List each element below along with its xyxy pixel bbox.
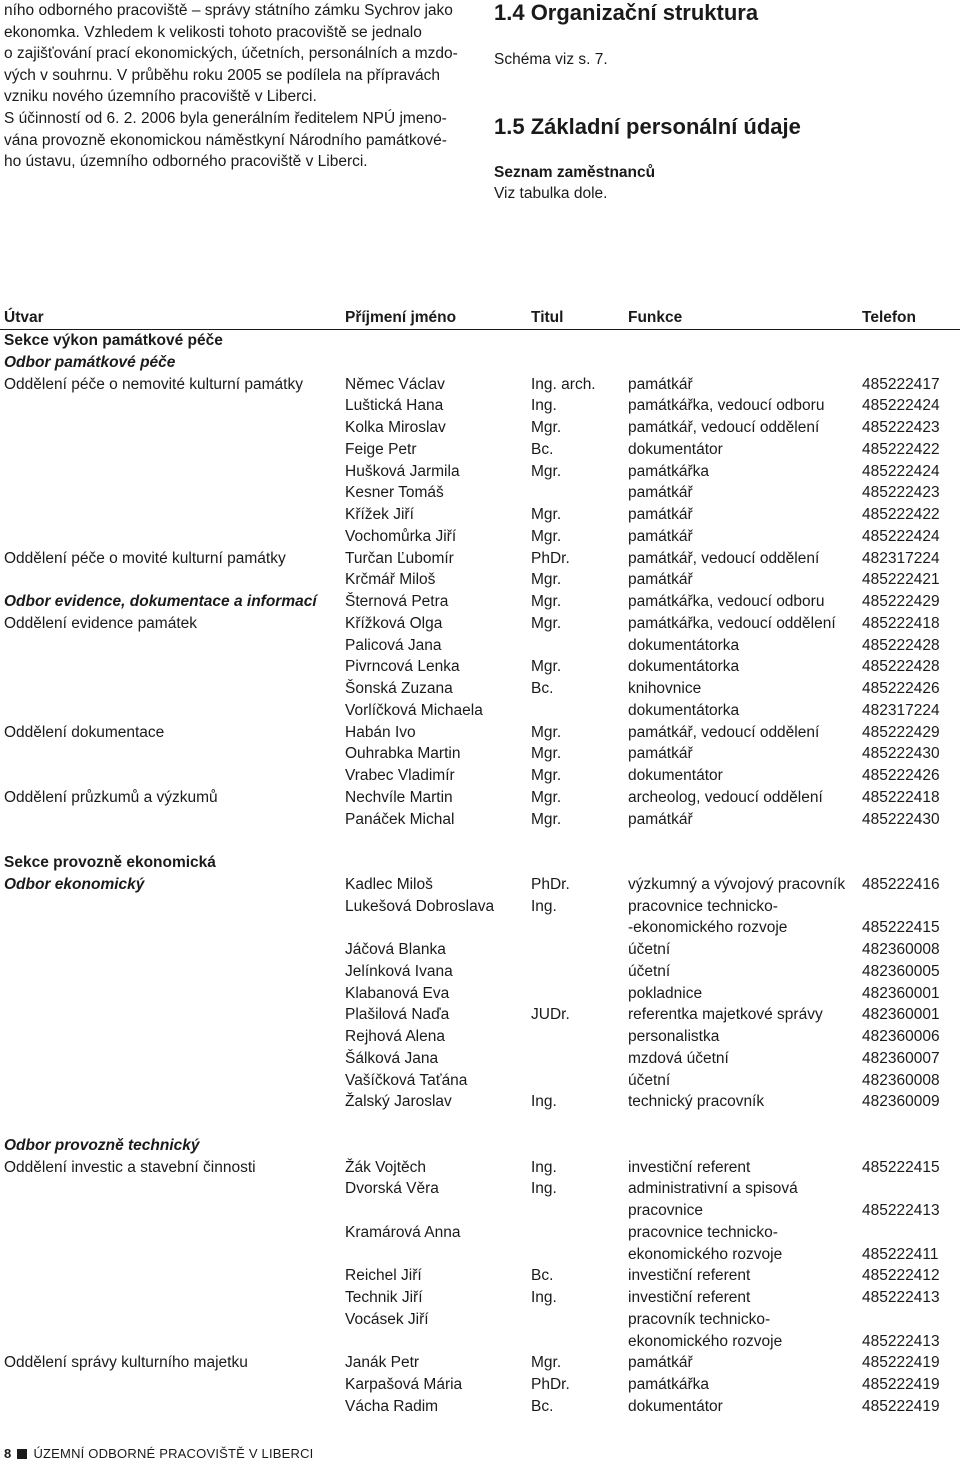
unit-cell: Oddělení správy kulturního majetku: [4, 1354, 248, 1372]
function-cell: ekonomického rozvoje: [628, 1332, 783, 1350]
function-cell: pracovnice technicko-: [628, 897, 778, 915]
table-row: [0, 1244, 960, 1266]
name-cell: Jelínková Ivana: [345, 962, 453, 980]
function-cell: pokladnice: [628, 984, 703, 1002]
function-cell: investiční referent: [628, 1267, 751, 1285]
name-cell: Křížková Olga: [345, 614, 443, 632]
function-cell: památkář: [628, 375, 693, 393]
phone-cell: 485222413: [862, 1332, 940, 1350]
function-cell: personalistka: [628, 1028, 720, 1045]
name-cell: Dvorská Věra: [345, 1180, 439, 1198]
name-cell: Vocásek Jiří: [345, 1310, 429, 1328]
table-row: [0, 983, 960, 1005]
title-cell: Bc.: [531, 440, 554, 458]
table-row: [0, 461, 960, 483]
unit-cell: Oddělení investic a stavební činnosti: [4, 1158, 256, 1176]
table-row: [0, 896, 960, 918]
table-row: [0, 591, 960, 613]
title-cell: Bc.: [531, 1397, 554, 1415]
table-row: [0, 395, 960, 417]
intro-paragraph: [4, 0, 474, 173]
phone-cell: 485222424: [862, 527, 940, 545]
phone-cell: 485222418: [862, 614, 940, 632]
title-cell: PhDr.: [531, 549, 570, 567]
function-cell: knihovnice: [628, 680, 702, 697]
phone-cell: 485222415: [862, 1158, 940, 1176]
section-heading-1-4: 1.4 Organizační struktura: [494, 0, 759, 25]
footer-text: ÚZEMNÍ ODBORNÉ PRACOVIŠTĚ V LIBERCI: [33, 1446, 314, 1461]
table-row: [0, 330, 960, 352]
name-cell: Klabanová Eva: [345, 984, 450, 1002]
title-cell: Ing.: [531, 1093, 557, 1111]
intro-line: ho ústavu, územního odborného pracoviště v Liberci.: [4, 153, 368, 171]
name-cell: Hušková Jarmila: [345, 462, 460, 480]
table-row: [0, 482, 960, 504]
table-row: [0, 1265, 960, 1287]
name-cell: Habán Ivo: [345, 723, 416, 741]
function-cell: výzkumný a vývojový pracovník: [628, 875, 846, 893]
table-body: [0, 330, 960, 1418]
unit-cell: Sekce provozně ekonomická: [4, 854, 216, 871]
function-cell: -ekonomického rozvoje: [628, 919, 788, 937]
name-cell: Němec Václav: [345, 375, 445, 393]
phone-cell: 485222424: [862, 462, 940, 480]
table-row: [0, 1222, 960, 1244]
unit-cell: Oddělení péče o nemovité kulturní památky: [4, 375, 303, 393]
name-cell: Šternová Petra: [345, 593, 449, 610]
title-cell: Mgr.: [531, 506, 562, 523]
phone-cell: 485222418: [862, 788, 940, 806]
phone-cell: 482360007: [862, 1049, 940, 1067]
function-cell: památkář, vedoucí oddělení: [628, 723, 820, 741]
unit-cell: Oddělení průzkumů a výzkumů: [4, 788, 218, 806]
table-row: [0, 1374, 960, 1396]
name-cell: Panáček Michal: [345, 810, 455, 828]
table-row: [0, 526, 960, 548]
table-row: [0, 504, 960, 526]
title-cell: Mgr.: [531, 593, 562, 610]
name-cell: Ouhrabka Martin: [345, 745, 461, 763]
table-row: [0, 1178, 960, 1200]
phone-cell: 485222412: [862, 1267, 940, 1285]
table-row: [0, 1157, 960, 1179]
name-cell: Vašíčková Taťána: [345, 1071, 468, 1089]
function-cell: dokumentátor: [628, 440, 723, 458]
table-row: [0, 1048, 960, 1070]
intro-line: vých v souhrnu. V průběhu roku 2005 se podílela na přípravách: [4, 66, 440, 84]
function-cell: památkář: [628, 810, 693, 828]
unit-cell: Odbor ekonomický: [4, 875, 145, 893]
table-header: [0, 307, 960, 330]
section-heading-1-5: 1.5 Základní personální údaje: [494, 114, 801, 139]
function-cell: dokumentátorka: [628, 701, 740, 719]
phone-cell: 485222423: [862, 484, 940, 502]
table-row: [0, 678, 960, 700]
table-row: [0, 656, 960, 678]
name-cell: Lukešová Dobroslava: [345, 897, 495, 915]
function-cell: dokumentátorka: [628, 658, 740, 676]
title-cell: Mgr.: [531, 723, 562, 741]
title-cell: Ing.: [531, 1158, 557, 1176]
name-cell: Šonská Zuzana: [345, 680, 453, 697]
title-cell: Mgr.: [531, 614, 562, 632]
intro-line: vána provozně ekonomickou náměstkyní Národního památkové-: [4, 131, 447, 149]
name-cell: Luštická Hana: [345, 397, 444, 415]
phone-cell: 482360001: [862, 984, 940, 1002]
title-cell: Mgr.: [531, 571, 562, 589]
table-row: [0, 874, 960, 896]
table-row: [0, 374, 960, 396]
phone-cell: 485222428: [862, 636, 940, 654]
table-row: [0, 917, 960, 939]
name-cell: Kesner Tomáš: [345, 484, 444, 502]
phone-cell: 485222422: [862, 506, 940, 523]
name-cell: Turčan Ľubomír: [345, 549, 454, 567]
phone-cell: 482360008: [862, 941, 940, 958]
title-cell: Mgr.: [531, 788, 562, 806]
name-cell: Janák Petr: [345, 1354, 420, 1372]
title-cell: Mgr.: [531, 767, 562, 784]
table-row: [0, 1331, 960, 1353]
phone-cell: 485222430: [862, 745, 940, 763]
section-1-5-text: Viz tabulka dole.: [494, 185, 608, 202]
function-cell: památkářka, vedoucí odboru: [628, 397, 825, 415]
table-row: [0, 809, 960, 831]
title-cell: Mgr.: [531, 658, 562, 676]
square-icon: [17, 1449, 27, 1459]
table-row: [0, 939, 960, 961]
section-1-4-text: Schéma viz s. 7.: [494, 51, 608, 68]
function-cell: památkář: [628, 571, 693, 589]
table-row: [0, 1200, 960, 1222]
name-cell: Vrabec Vladimír: [345, 767, 455, 784]
phone-cell: 485222413: [862, 1289, 940, 1306]
title-cell: JUDr.: [531, 1006, 570, 1024]
function-cell: investiční referent: [628, 1289, 751, 1306]
function-cell: památkář: [628, 506, 693, 523]
function-cell: dokumentátorka: [628, 636, 740, 654]
unit-cell: Odbor evidence, dokumentace a informací: [4, 593, 317, 610]
phone-cell: 485222423: [862, 419, 940, 436]
table-row: [0, 1352, 960, 1374]
title-cell: Ing.: [531, 1289, 557, 1306]
function-cell: ekonomického rozvoje: [628, 1245, 783, 1263]
function-cell: památkářka: [628, 462, 709, 480]
employee-table: [0, 307, 960, 1418]
title-cell: Bc.: [531, 1267, 554, 1285]
phone-cell: 485222419: [862, 1354, 940, 1372]
function-cell: účetní: [628, 941, 671, 958]
function-cell: dokumentátor: [628, 1397, 723, 1415]
name-cell: Kolka Miroslav: [345, 419, 446, 436]
name-cell: Pivrncová Lenka: [345, 658, 460, 676]
phone-cell: 482360008: [862, 1071, 940, 1089]
function-cell: mzdová účetní: [628, 1049, 729, 1067]
name-cell: Kadlec Miloš: [345, 875, 433, 893]
name-cell: Krčmář Miloš: [345, 571, 436, 589]
table-row: [0, 569, 960, 591]
function-cell: administrativní a spisová: [628, 1180, 798, 1198]
phone-cell: 482360009: [862, 1093, 940, 1111]
table-row: [0, 1309, 960, 1331]
name-cell: Nechvíle Martin: [345, 788, 453, 806]
phone-cell: 482360006: [862, 1028, 940, 1045]
phone-cell: 485222419: [862, 1397, 940, 1415]
function-cell: památkářka, vedoucí odboru: [628, 593, 825, 610]
unit-cell: Odbor památkové péče: [4, 353, 176, 371]
table-row: [0, 1113, 960, 1135]
name-cell: Technik Jiří: [345, 1289, 423, 1306]
function-cell: investiční referent: [628, 1158, 751, 1176]
table-row: [0, 1287, 960, 1309]
table-row: [0, 352, 960, 374]
table-row: [0, 635, 960, 657]
name-cell: Plašilová Naďa: [345, 1006, 450, 1024]
name-cell: Vorlíčková Michaela: [345, 701, 483, 719]
title-cell: Ing.: [531, 897, 557, 915]
table-row: [0, 722, 960, 744]
title-cell: PhDr.: [531, 1376, 570, 1393]
table-row: [0, 700, 960, 722]
phone-cell: 485222421: [862, 571, 940, 589]
intro-line: ekonomka. Vzhledem k velikosti tohoto pracoviště se jednalo: [4, 23, 422, 41]
title-cell: Mgr.: [531, 419, 562, 436]
title-cell: PhDr.: [531, 875, 570, 893]
phone-cell: 485222430: [862, 810, 940, 828]
phone-cell: 485222429: [862, 723, 940, 741]
function-cell: technický pracovník: [628, 1093, 765, 1111]
table-row: [0, 1396, 960, 1418]
function-cell: referentka majetkové správy: [628, 1006, 823, 1024]
phone-cell: 485222426: [862, 767, 940, 784]
table-row: [0, 1135, 960, 1157]
function-cell: dokumentátor: [628, 767, 723, 784]
table-row: [0, 961, 960, 983]
table-row: [0, 1004, 960, 1026]
title-cell: Mgr.: [531, 462, 562, 480]
intro-line: S účinností od 6. 2. 2006 byla generálním ředitelem NPÚ jmeno-: [4, 109, 447, 127]
title-cell: Bc.: [531, 680, 554, 697]
phone-cell: 485222429: [862, 593, 940, 610]
table-row: [0, 743, 960, 765]
name-cell: Vácha Radim: [345, 1397, 439, 1415]
table-row: [0, 787, 960, 809]
phone-cell: 485222415: [862, 919, 940, 937]
name-cell: Žák Vojtěch: [345, 1158, 426, 1176]
intro-line: vzniku nového územního pracoviště v Liberci.: [4, 88, 317, 106]
header-title: Titul: [531, 309, 564, 326]
phone-cell: 485222422: [862, 440, 940, 458]
title-cell: Ing.: [531, 1180, 557, 1198]
function-cell: památkář: [628, 745, 693, 763]
table-row: [0, 1070, 960, 1092]
name-cell: Šálková Jana: [345, 1049, 439, 1067]
intro-line: o zajišťování prací ekonomických, účetních, personálních a mzdo-: [4, 45, 458, 63]
intro-line: ního odborného pracoviště – správy státního zámku Sychrov jako: [4, 2, 453, 19]
phone-cell: 485222428: [862, 658, 940, 676]
function-cell: památkář, vedoucí oddělení: [628, 549, 820, 567]
title-cell: Mgr.: [531, 745, 562, 763]
title-cell: Mgr.: [531, 810, 562, 828]
name-cell: Křížek Jiří: [345, 506, 414, 523]
table-row: [0, 765, 960, 787]
unit-cell: Oddělení evidence památek: [4, 614, 198, 632]
table-row: [0, 417, 960, 439]
function-cell: účetní: [628, 1071, 671, 1089]
table-row: [0, 1091, 960, 1113]
phone-cell: 485222417: [862, 375, 940, 393]
title-cell: Mgr.: [531, 1354, 562, 1372]
phone-cell: 482317224: [862, 549, 940, 567]
function-cell: památkář, vedoucí oddělení: [628, 419, 820, 436]
function-cell: památkář: [628, 1354, 693, 1372]
name-cell: Feige Petr: [345, 440, 417, 458]
phone-cell: 485222411: [862, 1245, 939, 1263]
phone-cell: 482360001: [862, 1006, 940, 1024]
table-row: [0, 852, 960, 874]
phone-cell: 485222426: [862, 680, 940, 697]
table-row: [0, 830, 960, 852]
name-cell: Karpašová Mária: [345, 1376, 463, 1393]
function-cell: archeolog, vedoucí oddělení: [628, 788, 823, 806]
header-phone: Telefon: [862, 309, 916, 326]
name-cell: Kramárová Anna: [345, 1223, 461, 1241]
function-cell: pracovnice technicko-: [628, 1223, 778, 1241]
phone-cell: 485222424: [862, 397, 940, 415]
unit-cell: Oddělení péče o movité kulturní památky: [4, 549, 286, 567]
function-cell: památkářka: [628, 1376, 709, 1393]
title-cell: Ing.: [531, 397, 557, 415]
table-row: [0, 613, 960, 635]
phone-cell: 482360005: [862, 962, 940, 980]
table-row: [0, 439, 960, 461]
title-cell: Mgr.: [531, 527, 562, 545]
name-cell: Reichel Jiří: [345, 1267, 422, 1285]
header-unit: Útvar: [4, 309, 44, 326]
header-name: Příjmení jméno: [345, 309, 457, 326]
section-1-5-subtitle: Seznam zaměstnanců: [494, 164, 656, 181]
name-cell: Rejhová Alena: [345, 1028, 445, 1045]
table-row: [0, 548, 960, 570]
page-number: 8: [4, 1446, 12, 1461]
function-cell: pracovník technicko-: [628, 1310, 771, 1328]
unit-cell: Odbor provozně technický: [4, 1136, 200, 1154]
function-cell: účetní: [628, 962, 671, 980]
table-row: [0, 1026, 960, 1048]
function-cell: památkářka, vedoucí oddělení: [628, 614, 836, 632]
phone-cell: 485222416: [862, 875, 940, 893]
name-cell: Jáčová Blanka: [345, 941, 446, 958]
function-cell: památkář: [628, 527, 693, 545]
title-cell: Ing. arch.: [531, 375, 596, 393]
unit-cell: Oddělení dokumentace: [4, 723, 165, 741]
unit-cell: Sekce výkon památkové péče: [4, 332, 223, 349]
phone-cell: 482317224: [862, 701, 940, 719]
function-cell: pracovnice: [628, 1202, 703, 1219]
name-cell: Palicová Jana: [345, 636, 442, 654]
page-footer: [4, 1446, 313, 1462]
header-function: Funkce: [628, 309, 683, 326]
function-cell: památkář: [628, 484, 693, 502]
phone-cell: 485222419: [862, 1376, 940, 1393]
name-cell: Vochomůrka Jiří: [345, 527, 457, 545]
phone-cell: 485222413: [862, 1202, 940, 1219]
name-cell: Žalský Jaroslav: [345, 1093, 452, 1111]
